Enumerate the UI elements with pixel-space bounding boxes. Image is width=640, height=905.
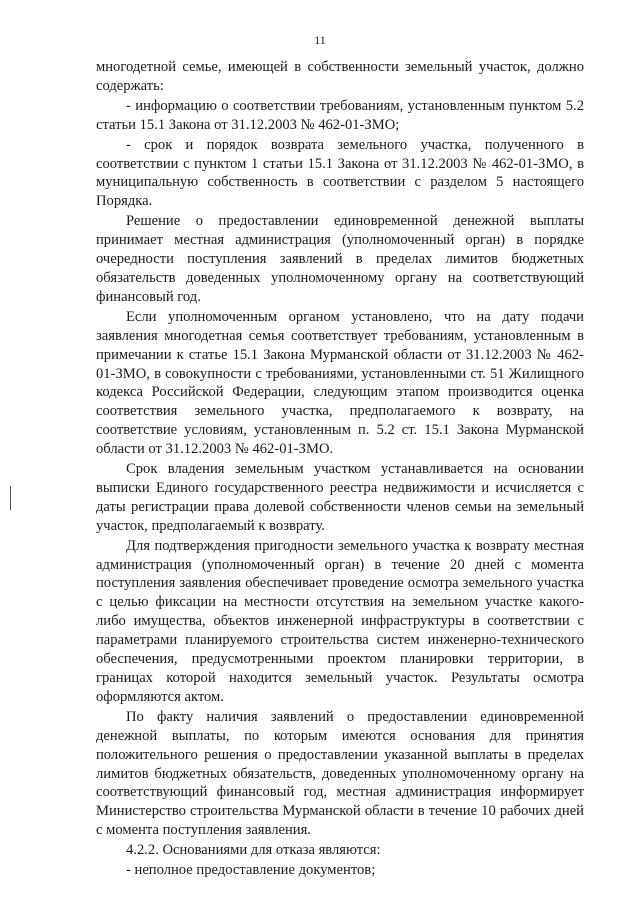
paragraph: По факту наличия заявлений о предоставлении единовременной денежной выплаты, по которым имеются основания для принятия положительного решения о предоставлении указанной выплаты в пределах лимитов бюджетных обязательств, доведенных уполномоченному органу на соответствующий финансовый год, местная администрация информирует Министерство строительства Мурманской области в течение 10 рабочих дней с момента поступления заявления. (96, 708, 584, 839)
page-number: 11 (314, 33, 326, 47)
paragraph: Решение о предоставлении единовременной денежной выплаты принимает местная администрация (уполномоченный орган) в порядке очередности поступления заявлений в пределах лимитов бюджетных обязательств доведенных уполномоченному органу на соответствующий финансовый год. (96, 213, 584, 305)
paragraph: - неполное предоставление документов; (126, 862, 376, 879)
paragraph: - срок и порядок возврата земельного участка, полученного в соответствии с пунктом 1 статьи 15.1 Закона от 31.12.2003 № 462-01-ЗМО, в муниципальную собственность в соответствии с разделом 5 настоящего Порядка. (96, 136, 584, 210)
margin-mark (10, 486, 11, 510)
paragraph: Для подтверждения пригодности земельного участка к возврату местная администрация (уполномоченный орган) в течение 20 дней с момента поступления заявления обеспечивает проведение осмотра земельного участка с целью фиксации на местности отсутствия на земельном участке какого-либо имущества, объектов инженерной инфраструктуры в соответствии с параметрами планируемого строительства систем инженерно-технического обеспечения, предусмотренными проектом планировки территории, в границах которой находится земельный участок. Результаты осмотра оформляются актом. (96, 537, 584, 705)
document-body (96, 58, 584, 881)
paragraph: Срок владения земельным участком устанавливается на основании выписки Единого государственного реестра недвижимости и исчисляется с даты регистрации права долевой собственности членов семьи на земельный участок, предполагаемый к возврату. (96, 461, 584, 534)
paragraph: многодетной семье, имеющей в собственности земельный участок, должно содержать: (96, 59, 584, 94)
paragraph: - информацию о соответствии требованиям, установленным пунктом 5.2 статьи 15.1 Закона от 31.12.2003 № 462-01-ЗМО; (96, 97, 584, 133)
paragraph: Если уполномоченным органом установлено, что на дату подачи заявления многодетная семья соответствует требованиям, установленным в примечании к статье 15.1 Закона Мурманской области от 31.12.2003 № 462-01-ЗМО, в совокупности с требованиями, установленными ст. 51 Жилищного кодекса Российской Федерации, следующим этапом производится оценка соответствия земельного участка, предполагаемого к возврату, на соответствие условиям, установленным п. 5.2 ст. 15.1 Закона Мурманской области от 31.12.2003 № 462-01-ЗМО. (96, 308, 584, 458)
paragraph: 4.2.2. Основаниями для отказа являются: (126, 842, 381, 859)
